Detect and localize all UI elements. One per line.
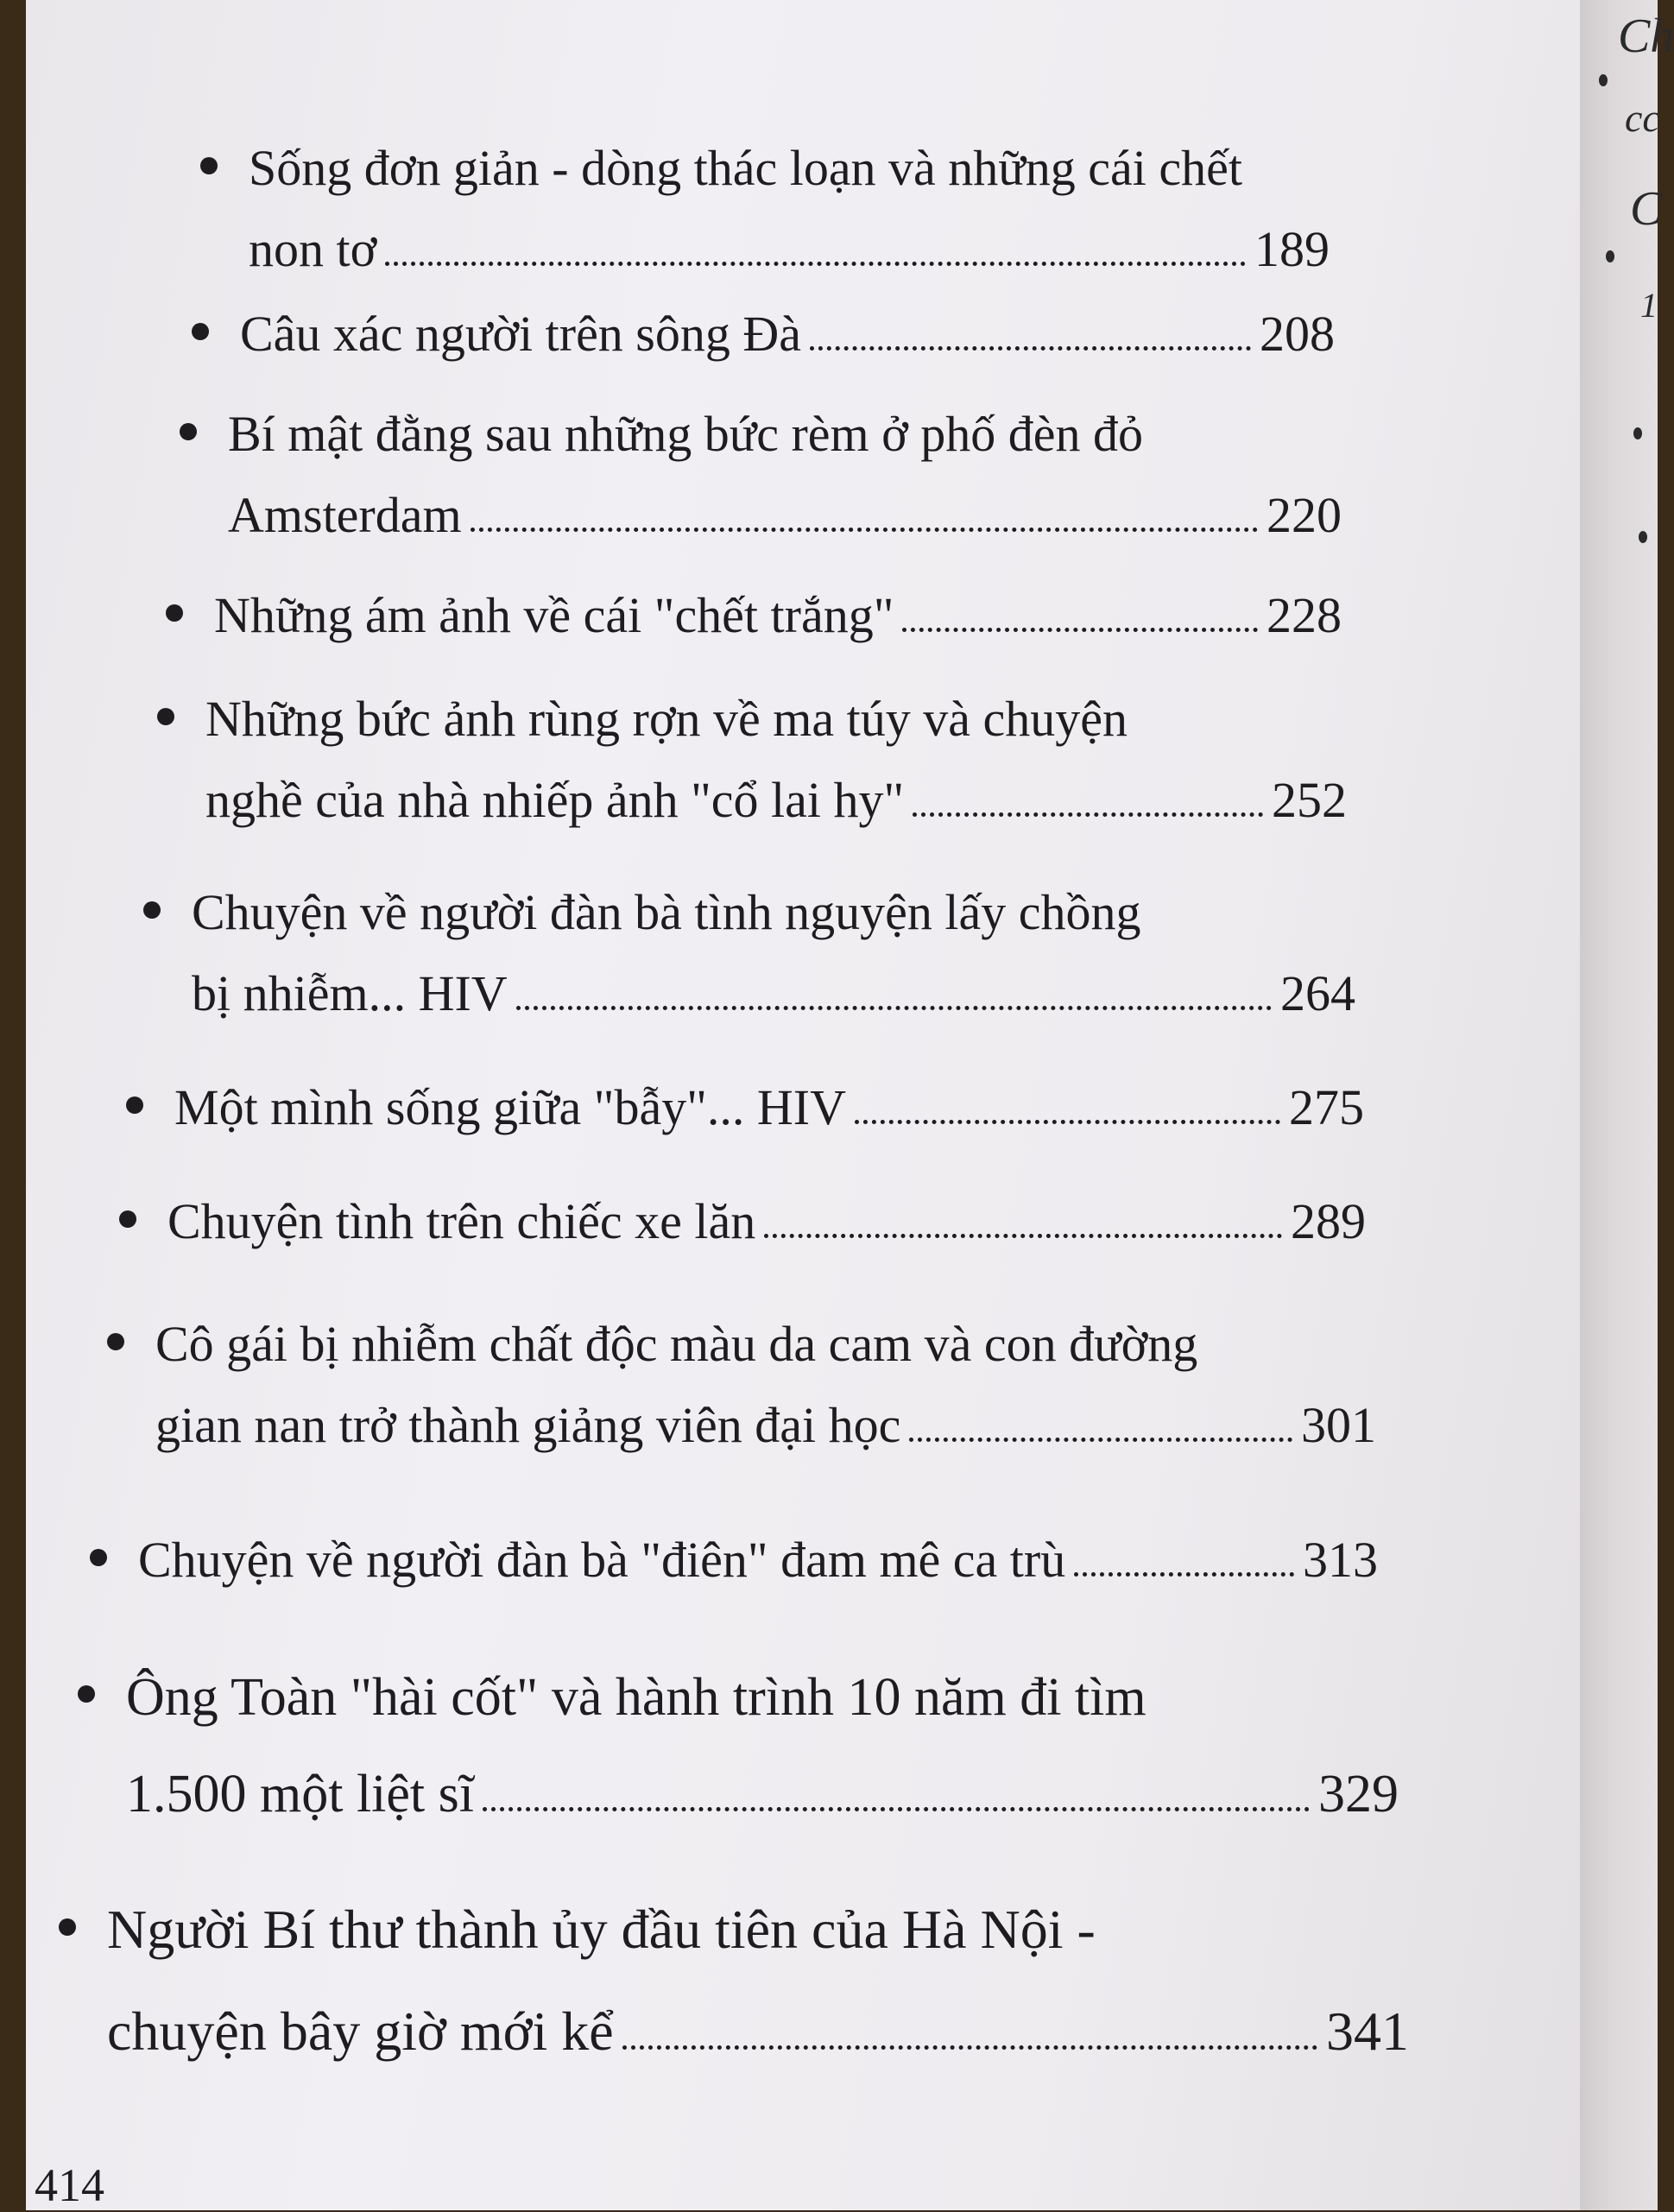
toc-entry-title-continued: gian nan trở thành giảng viên đại học <box>155 1397 901 1453</box>
dot-leader <box>516 1006 1272 1010</box>
toc-entry-title: Một mình sống giữa "bẫy"... HIV <box>174 1079 846 1135</box>
toc-entry-title: Bí mật đằng sau những bức rèm ở phố đèn đỏ <box>228 406 1144 462</box>
dot-leader <box>764 1234 1282 1238</box>
toc-entry[interactable] <box>192 872 1355 1034</box>
bullet-icon <box>200 157 218 174</box>
toc-entry-title: Sống đơn giản - dòng thác loạn và những cái chết <box>249 140 1242 196</box>
dot-leader <box>1074 1572 1294 1577</box>
toc-page-number: 301 <box>1301 1397 1376 1453</box>
bullet-icon <box>180 423 197 440</box>
bullet-icon <box>107 1333 124 1350</box>
bullet-icon <box>59 1918 76 1936</box>
adjacent-text-fragment: 1 <box>1640 286 1658 325</box>
toc-entry-title: Chuyện về người đàn bà "điên" đam mê ca trù <box>138 1532 1066 1588</box>
dot-leader <box>909 1438 1292 1442</box>
toc-entry-title-continued: bị nhiễm... HIV <box>192 965 508 1021</box>
bullet-icon <box>166 604 183 622</box>
adjacent-text-fragment: Ch <box>1618 9 1674 63</box>
dot-leader <box>913 812 1263 817</box>
toc-entry-title-continued: Amsterdam <box>228 487 462 543</box>
toc-entry-title-continued: chuyện bây giờ mới kể <box>107 2000 614 2062</box>
toc-page-number: 313 <box>1303 1532 1378 1588</box>
toc-entry[interactable] <box>214 575 1342 656</box>
toc-entry-title: Ông Toàn "hài cốt" và hành trình 10 năm đi tìm <box>126 1668 1147 1727</box>
toc-entry[interactable] <box>138 1520 1378 1601</box>
toc-page-number: 220 <box>1267 487 1342 543</box>
toc-entry-title: Câu xác người trên sông Đà <box>240 306 802 362</box>
toc-page-number: 329 <box>1318 1765 1399 1823</box>
toc-entry[interactable] <box>126 1649 1399 1842</box>
toc-entry[interactable] <box>155 1304 1376 1466</box>
toc-entry[interactable] <box>174 1067 1364 1148</box>
toc-entry[interactable] <box>167 1181 1366 1262</box>
toc-page-number: 208 <box>1260 306 1335 362</box>
bullet-icon <box>157 708 174 725</box>
dot-leader <box>810 346 1251 351</box>
toc-entry-title: Chuyện về người đàn bà tình nguyện lấy chồng <box>192 884 1141 940</box>
toc-entry-title: Người Bí thư thành ủy đầu tiên của Hà Nội - <box>107 1899 1096 1960</box>
toc-entry-title-continued: 1.500 một liệt sĩ <box>126 1765 474 1823</box>
dot-leader <box>855 1120 1280 1124</box>
toc-entry[interactable] <box>107 1879 1409 2082</box>
toc-page-number: 341 <box>1326 2000 1409 2062</box>
dot-leader <box>622 2045 1317 2050</box>
toc-page-number: 264 <box>1280 965 1355 1021</box>
dot-leader <box>902 628 1258 632</box>
bullet-icon <box>126 1097 143 1114</box>
bullet-icon <box>143 901 161 919</box>
toc-page-number: 228 <box>1267 587 1342 643</box>
bullet-icon <box>78 1685 95 1703</box>
adjacent-text-fragment: cc <box>1625 96 1660 140</box>
toc-entry[interactable] <box>249 128 1330 290</box>
toc-page-number: 189 <box>1254 221 1330 277</box>
adjacent-text-fragment: C <box>1630 182 1663 236</box>
toc-entry-title: Những bức ảnh rùng rợn về ma túy và chuyện <box>205 691 1128 747</box>
toc-page-number: 252 <box>1272 772 1347 828</box>
dot-leader <box>483 1807 1310 1811</box>
toc-entry-title: Cô gái bị nhiễm chất độc màu da cam và con đường <box>155 1316 1198 1372</box>
toc-entry[interactable] <box>228 394 1342 556</box>
toc-page-number: 289 <box>1291 1193 1366 1249</box>
toc-entry[interactable] <box>240 294 1335 375</box>
toc-entry-title: Những ám ảnh về cái "chết trắng" <box>214 587 894 643</box>
bullet-icon <box>90 1549 107 1566</box>
dot-leader <box>471 528 1258 532</box>
page-folio-number: 414 <box>35 2159 104 2211</box>
toc-entry-title-continued: non tơ <box>249 221 377 277</box>
toc-entry-title: Chuyện tình trên chiếc xe lăn <box>167 1193 756 1249</box>
toc-page-number: 275 <box>1289 1079 1364 1135</box>
dot-leader <box>385 262 1246 266</box>
toc-entry[interactable] <box>205 679 1347 841</box>
bullet-icon <box>119 1210 136 1228</box>
toc-entry-title-continued: nghề của nhà nhiếp ảnh "cổ lai hy" <box>205 772 905 828</box>
bullet-icon <box>192 323 209 340</box>
